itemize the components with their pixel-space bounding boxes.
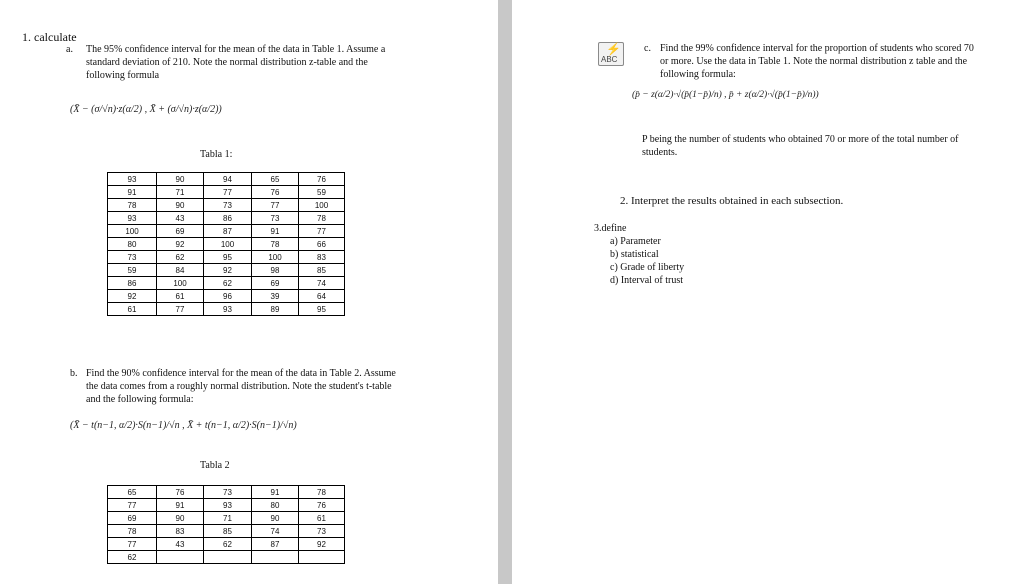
table-cell: 91: [252, 225, 299, 238]
table-cell: 77: [108, 538, 157, 551]
table-row: [108, 173, 345, 186]
question-3-item: b) statistical: [610, 249, 659, 260]
question-b-label: b.: [70, 368, 78, 379]
table-cell: 100: [108, 225, 157, 238]
table-cell: 90: [157, 512, 204, 525]
table-cell: 93: [204, 499, 252, 512]
table-cell: 93: [108, 212, 157, 225]
table-cell: 86: [204, 212, 252, 225]
table-cell: 39: [252, 290, 299, 303]
table-cell: 84: [157, 264, 204, 277]
table-cell: 91: [157, 499, 204, 512]
table-cell: 73: [204, 199, 252, 212]
table-cell: 90: [252, 512, 299, 525]
table-cell: 62: [157, 251, 204, 264]
table-cell: 73: [252, 212, 299, 225]
table-cell: 64: [299, 290, 345, 303]
table-cell: 86: [108, 277, 157, 290]
question-b-text: [86, 367, 486, 406]
question-2-text: 2. Interpret the results obtained in each subsection.: [620, 195, 844, 207]
table-cell: 91: [108, 186, 157, 199]
table-cell: 78: [299, 486, 345, 499]
question-a-line: standard deviation of 210. Note the normal distribution z-table and the: [86, 57, 368, 68]
table-cell: 91: [252, 486, 299, 499]
table-cell: 77: [157, 303, 204, 316]
table-row: [108, 225, 345, 238]
table-cell: 73: [299, 525, 345, 538]
table-row: [108, 486, 345, 499]
table-cell: 69: [252, 277, 299, 290]
table-row: [108, 499, 345, 512]
table-cell: 78: [108, 525, 157, 538]
table-cell: 74: [299, 277, 345, 290]
table-cell: 65: [252, 173, 299, 186]
question-c-label: c.: [644, 43, 651, 54]
table-cell: [157, 551, 204, 564]
table-row: [108, 238, 345, 251]
question-3-item: c) Grade of liberty: [610, 262, 685, 273]
table-cell: 71: [157, 186, 204, 199]
table-cell: 66: [299, 238, 345, 251]
table-cell: 78: [252, 238, 299, 251]
spell-check-icon[interactable]: [598, 42, 624, 66]
table-cell: 94: [204, 173, 252, 186]
table-cell: 61: [108, 303, 157, 316]
question-3-list: [610, 235, 684, 287]
table-cell: 89: [252, 303, 299, 316]
table-row: [108, 264, 345, 277]
table-cell: 100: [157, 277, 204, 290]
table-cell: [252, 551, 299, 564]
table-cell: 69: [157, 225, 204, 238]
table-cell: 62: [204, 277, 252, 290]
table-cell: 93: [204, 303, 252, 316]
table-cell: 65: [108, 486, 157, 499]
table-cell: 98: [252, 264, 299, 277]
question-1-heading: 1. calculate: [22, 30, 77, 44]
table-cell: 61: [299, 512, 345, 525]
table-cell: 80: [108, 238, 157, 251]
table-cell: 73: [204, 486, 252, 499]
table-cell: 87: [252, 538, 299, 551]
table-row: [108, 277, 345, 290]
table-2: [107, 485, 345, 564]
table-cell: 71: [204, 512, 252, 525]
table-cell: 95: [299, 303, 345, 316]
table-row: [108, 303, 345, 316]
table-cell: 76: [299, 499, 345, 512]
table-cell: 74: [252, 525, 299, 538]
table-cell: 100: [252, 251, 299, 264]
table-row: [108, 512, 345, 525]
table-cell: 62: [108, 551, 157, 564]
lightning-bolt-icon: ⚡: [606, 42, 621, 56]
table-cell: 80: [252, 499, 299, 512]
table-cell: 92: [108, 290, 157, 303]
table-cell: 76: [157, 486, 204, 499]
question-3-item: a) Parameter: [610, 236, 661, 247]
table-cell: 62: [204, 538, 252, 551]
table-1-title: Tabla 1:: [200, 149, 233, 160]
table-cell: 100: [204, 238, 252, 251]
document-page-right: [512, 0, 1024, 584]
question-3-heading: 3.define: [594, 223, 627, 234]
question-3-item: d) Interval of trust: [610, 275, 684, 286]
table-row: [108, 251, 345, 264]
question-c-line: following formula:: [660, 69, 736, 80]
table-row: [108, 525, 345, 538]
spell-check-icon-text: ABC: [601, 55, 618, 64]
table-cell: 59: [299, 186, 345, 199]
table-2-title: Tabla 2: [200, 460, 230, 471]
table-cell: 77: [299, 225, 345, 238]
table-cell: 69: [108, 512, 157, 525]
table-cell: 90: [157, 173, 204, 186]
table-cell: 100: [299, 199, 345, 212]
table-row: [108, 290, 345, 303]
table-row: [108, 186, 345, 199]
table-cell: 43: [157, 212, 204, 225]
question-c-text: [660, 42, 1020, 81]
question-b-line: and the following formula:: [86, 394, 194, 405]
formula-a: (X̄ − (σ/√n)·z(α/2) , X̄ + (σ/√n)·z(α/2)): [70, 104, 222, 115]
table-cell: 76: [299, 173, 345, 186]
table-cell: 61: [157, 290, 204, 303]
table-cell: 59: [108, 264, 157, 277]
question-b-line: the data comes from a roughly normal distribution. Note the student's t-table: [86, 381, 392, 392]
question-a-line: The 95% confidence interval for the mean of the data in Table 1. Assume a: [86, 44, 386, 55]
table-cell: 78: [299, 212, 345, 225]
table-cell: 92: [157, 238, 204, 251]
table-cell: 73: [108, 251, 157, 264]
table-cell: 92: [204, 264, 252, 277]
table-cell: 87: [204, 225, 252, 238]
table-1: [107, 172, 345, 316]
p-definition-note: [642, 133, 1012, 159]
table-row: [108, 551, 345, 564]
question-a-label: a.: [66, 44, 73, 55]
table-cell: [299, 551, 345, 564]
table-cell: 96: [204, 290, 252, 303]
formula-c: (p̄ − z(α/2)·√(p̄(1−p̄)/n) , p̄ + z(α/2)·√(p̄(1−p̄)/n)): [632, 90, 819, 100]
question-a-line: following formula: [86, 70, 160, 81]
table-cell: 92: [299, 538, 345, 551]
question-b-line: Find the 90% confidence interval for the mean of the data in Table 2. Assume: [86, 368, 396, 379]
p-note-line: students.: [642, 147, 678, 158]
table-cell: 95: [204, 251, 252, 264]
table-cell: 76: [252, 186, 299, 199]
table-row: [108, 199, 345, 212]
question-c-line: or more. Use the data in Table 1. Note the normal distribution z table and the: [660, 56, 968, 67]
table-cell: 85: [204, 525, 252, 538]
p-note-line: P being the number of students who obtained 70 or more of the total number of: [642, 134, 959, 145]
table-cell: 83: [157, 525, 204, 538]
table-cell: 85: [299, 264, 345, 277]
table-row: [108, 538, 345, 551]
table-cell: 43: [157, 538, 204, 551]
table-cell: 77: [252, 199, 299, 212]
table-cell: 77: [204, 186, 252, 199]
question-a-text: [86, 43, 486, 82]
table-row: [108, 212, 345, 225]
table-cell: 77: [108, 499, 157, 512]
table-cell: 93: [108, 173, 157, 186]
document-page-left: [0, 0, 498, 584]
question-c-line: Find the 99% confidence interval for the proportion of students who scored 70: [660, 43, 974, 54]
table-cell: 78: [108, 199, 157, 212]
formula-b: (X̄ − t(n−1, α/2)·S(n−1)/√n , X̄ + t(n−1, α/2)·S(n−1)/√n): [70, 420, 297, 431]
table-cell: 90: [157, 199, 204, 212]
table-cell: [204, 551, 252, 564]
table-cell: 83: [299, 251, 345, 264]
